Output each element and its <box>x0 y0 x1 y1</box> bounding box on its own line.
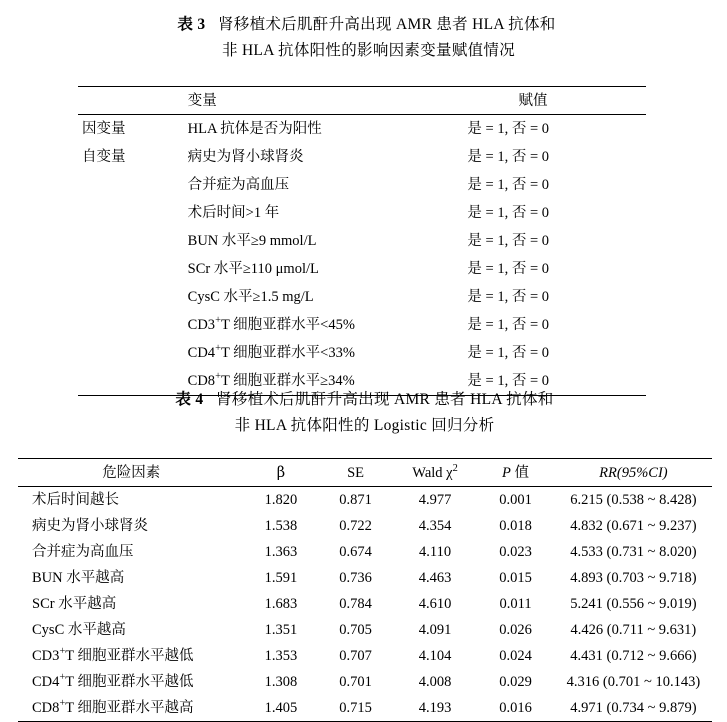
table-row <box>78 283 646 311</box>
table-row <box>18 539 712 565</box>
table4-cell-beta: 1.353 <box>264 648 298 664</box>
table-row <box>18 617 712 643</box>
table3-cell-assignment: 是 = 1, 否 = 0 <box>467 149 549 165</box>
table3-caption-line2: 非 HLA 抗体阳性的影响因素变量赋值情况 <box>221 42 516 59</box>
table4-cell-se: 0.736 <box>339 570 372 586</box>
table3-cell-assignment: 是 = 1, 否 = 0 <box>467 205 549 221</box>
table4-cell-factor: CD4+T 细胞亚群水平越低 <box>32 672 194 690</box>
table4-cell-factor: 病史为肾小球肾炎 <box>32 518 148 534</box>
table4-header-rr: RR(95%CI) <box>599 465 668 481</box>
table4-cell-rr: 4.832 (0.671 ~ 9.237) <box>570 518 697 534</box>
table4-header-p-value: P 值 <box>502 465 530 481</box>
table3-cell-type <box>78 227 188 255</box>
table4-cell-rr: 6.215 (0.538 ~ 8.428) <box>570 492 697 508</box>
table4-cell-rr: 4.533 (0.731 ~ 8.020) <box>570 544 697 560</box>
table4-cell-p: 0.016 <box>499 700 532 716</box>
table4-caption-line1 <box>0 387 727 413</box>
table-row <box>78 199 646 227</box>
table4-cell-factor: CD8+T 细胞亚群水平越高 <box>32 698 194 716</box>
table4-cell-wald: 4.354 <box>418 518 452 534</box>
table4-grid <box>18 458 712 722</box>
table4-cell-beta: 1.820 <box>264 492 298 508</box>
table4-cell-wald: 4.193 <box>418 700 452 716</box>
table4-body <box>18 487 712 722</box>
table-row <box>78 143 646 171</box>
table-row <box>18 513 712 539</box>
table4-cell-se: 0.715 <box>339 700 372 716</box>
table4-header-beta: β <box>276 465 286 481</box>
table3-body-grid <box>78 115 646 396</box>
table3-number-label: 表 3 <box>177 16 206 33</box>
table3 <box>78 86 646 396</box>
table3-cell-variable: HLA 抗体是否为阳性 <box>187 121 322 137</box>
table3-cell-variable: SCr 水平≥110 μmol/L <box>187 261 319 277</box>
table4-cell-se: 0.701 <box>339 674 372 690</box>
table4-cell-factor: 术后时间越长 <box>32 492 119 508</box>
table-row <box>78 255 646 283</box>
table3-cell-type <box>78 339 188 367</box>
table4-cell-p: 0.015 <box>499 570 532 586</box>
table4-cell-se: 0.707 <box>339 648 372 664</box>
table3-cell-variable: CD3+T 细胞亚群水平<45% <box>187 315 355 333</box>
table4-cell-se: 0.871 <box>339 492 372 508</box>
table4-header-se: SE <box>347 465 365 481</box>
table3-header-row <box>78 87 646 115</box>
table3-grid <box>78 86 646 115</box>
table3-cell-variable: CD8+T 细胞亚群水平≥34% <box>187 371 355 389</box>
table3-cell-type <box>78 171 188 199</box>
table3-caption-line1 <box>0 12 727 38</box>
table3-cell-assignment: 是 = 1, 否 = 0 <box>467 289 549 305</box>
table3-cell-assignment: 是 = 1, 否 = 0 <box>467 233 549 249</box>
table3-cell-type: 自变量 <box>82 149 126 165</box>
table4-cell-factor: SCr 水平越高 <box>32 596 117 612</box>
table3-header-assignment: 赋值 <box>518 93 548 109</box>
table4-cell-beta: 1.351 <box>264 622 298 638</box>
table3-cell-variable: 术后时间>1 年 <box>187 205 280 221</box>
table3-caption <box>0 12 727 64</box>
table4-cell-se: 0.705 <box>339 622 372 638</box>
table4-cell-wald: 4.110 <box>419 544 452 560</box>
table4-cell-wald: 4.463 <box>418 570 452 586</box>
table-row <box>78 311 646 339</box>
table3-cell-variable: 合并症为高血压 <box>187 177 290 193</box>
table4 <box>18 458 712 722</box>
table4-cell-beta: 1.683 <box>264 596 298 612</box>
table4-cell-rr: 4.426 (0.711 ~ 9.631) <box>570 622 697 638</box>
table4-cell-wald: 4.091 <box>418 622 452 638</box>
table-row <box>78 115 646 143</box>
table4-cell-p: 0.011 <box>499 596 532 612</box>
table4-cell-beta: 1.591 <box>264 570 298 586</box>
table3-header-variable: 变量 <box>187 93 217 109</box>
table3-cell-assignment: 是 = 1, 否 = 0 <box>467 345 549 361</box>
table-row <box>18 591 712 617</box>
table4-caption-line2: 非 HLA 抗体阳性的 Logistic 回归分析 <box>234 417 495 434</box>
table3-cell-variable: CysC 水平≥1.5 mg/L <box>187 289 314 305</box>
table4-head <box>18 459 712 487</box>
table4-cell-factor: CD3+T 细胞亚群水平越低 <box>32 646 194 664</box>
table4-cell-factor: BUN 水平越高 <box>32 570 125 586</box>
table4-cell-wald: 4.104 <box>418 648 452 664</box>
table-row <box>78 227 646 255</box>
table4-caption <box>0 387 727 439</box>
table3-cell-type <box>78 199 188 227</box>
table4-header-risk-factor: 危险因素 <box>102 465 161 481</box>
table4-cell-p: 0.001 <box>499 492 532 508</box>
table4-cell-rr: 5.241 (0.556 ~ 9.019) <box>570 596 697 612</box>
table4-cell-p: 0.026 <box>499 622 532 638</box>
table-row <box>18 695 712 722</box>
table-row <box>18 643 712 669</box>
table3-caption-line1-text: 肾移植术后肌酐升高出现 AMR 患者 HLA 抗体和 <box>217 16 556 33</box>
table-row <box>78 171 646 199</box>
table4-cell-wald: 4.610 <box>418 596 452 612</box>
table4-cell-beta: 1.363 <box>264 544 298 560</box>
table4-cell-rr: 4.893 (0.703 ~ 9.718) <box>570 570 697 586</box>
table3-cell-type: 因变量 <box>82 121 126 137</box>
table-row <box>18 669 712 695</box>
table3-cell-assignment: 是 = 1, 否 = 0 <box>467 121 549 137</box>
table4-header-wald: Wald $\chi^2$ <box>412 463 458 481</box>
table4-cell-se: 0.784 <box>339 596 372 612</box>
table4-cell-se: 0.674 <box>339 544 372 560</box>
table4-cell-p: 0.018 <box>499 518 532 534</box>
table4-caption-line1-text: 肾移植术后肌酐升高出现 AMR 患者 HLA 抗体和 <box>215 391 554 408</box>
table4-cell-rr: 4.431 (0.712 ~ 9.666) <box>570 648 697 664</box>
table-row <box>18 487 712 514</box>
table4-cell-beta: 1.308 <box>264 674 298 690</box>
table4-cell-rr: 4.316 (0.701 ~ 10.143) <box>566 674 701 690</box>
table4-cell-p: 0.023 <box>499 544 532 560</box>
table3-body <box>78 115 646 396</box>
table4-cell-wald: 4.008 <box>418 674 452 690</box>
table4-cell-beta: 1.538 <box>264 518 298 534</box>
table3-cell-type <box>78 255 188 283</box>
table3-cell-type <box>78 311 188 339</box>
table-row <box>78 339 646 367</box>
table4-header-row <box>18 459 712 487</box>
table4-cell-rr: 4.971 (0.734 ~ 9.879) <box>570 700 697 716</box>
table4-cell-beta: 1.405 <box>264 700 298 716</box>
table3-head <box>78 87 646 115</box>
table4-number-label: 表 4 <box>175 391 204 408</box>
table3-cell-variable: CD4+T 细胞亚群水平<33% <box>187 343 355 361</box>
table3-cell-assignment: 是 = 1, 否 = 0 <box>467 261 549 277</box>
table4-cell-se: 0.722 <box>339 518 372 534</box>
table3-cell-assignment: 是 = 1, 否 = 0 <box>467 373 549 389</box>
table4-cell-p: 0.029 <box>499 674 532 690</box>
table3-cell-assignment: 是 = 1, 否 = 0 <box>467 317 549 333</box>
table3-cell-variable: 病史为肾小球肾炎 <box>187 149 304 165</box>
table3-cell-assignment: 是 = 1, 否 = 0 <box>467 177 549 193</box>
table4-cell-wald: 4.977 <box>418 492 452 508</box>
table3-cell-variable: BUN 水平≥9 mmol/L <box>187 233 317 249</box>
table4-cell-factor: CysC 水平越高 <box>32 622 126 638</box>
table4-cell-p: 0.024 <box>499 648 532 664</box>
table4-cell-factor: 合并症为高血压 <box>32 544 134 560</box>
table-row <box>18 565 712 591</box>
table3-cell-type <box>78 283 188 311</box>
